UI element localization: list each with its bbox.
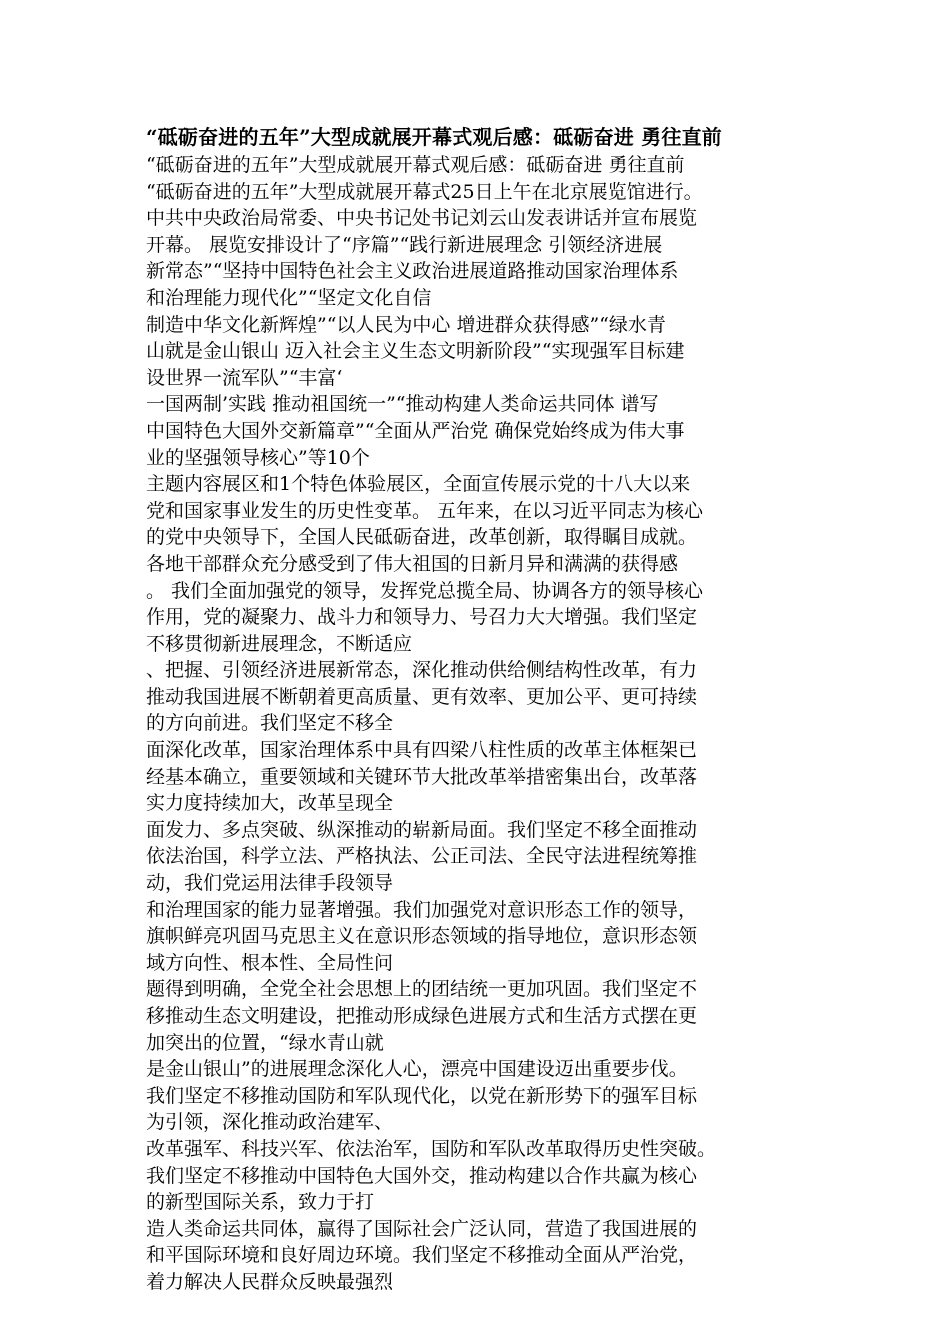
text-line: 造人类命运共同体，赢得了国际社会广泛认同，营造了我国进展的: [146, 1217, 698, 1240]
text-line: 和治理能力现代化”“坚定文化自信: [146, 286, 432, 309]
text-line: 的新型国际关系，致力于打: [146, 1191, 375, 1214]
text-line: 是金山银山”的进展理念深化人心，漂亮中国建设迈出重要步伐。: [146, 1058, 688, 1081]
text-line: 动，我们党运用法律手段领导: [146, 872, 394, 895]
text-line: 中国特色大国外交新篇章”“全面从严治党 确保党始终成为伟大事: [146, 419, 685, 442]
document-text: [146, 152, 814, 1296]
text-line: 的方向前进。我们坚定不移全: [146, 712, 394, 735]
text-line: 党和国家事业发生的历史性变革。 五年来，在以习近平同志为核心: [146, 499, 704, 522]
text-line: 各地干部群众充分感受到了伟大祖国的日新月异和满满的获得感: [146, 552, 679, 575]
text-line: 我们坚定不移推动中国特色大国外交，推动构建以合作共赢为核心: [146, 1164, 698, 1187]
text-line: 山就是金山银山 迈入社会主义生态文明新阶段”“实现强军目标建: [146, 340, 685, 363]
text-line: 一国两制’实践 推动祖国统一”“推动构建人类命运共同体 谱写: [146, 393, 659, 416]
text-line: 制造中华文化新辉煌”“以人民为中心 增进群众获得感”“绿水青: [146, 313, 666, 336]
document-body: [146, 123, 814, 1296]
text-line: 改革强军、科技兴军、依法治军，国防和军队改革取得历史性突破。: [146, 1137, 717, 1160]
text-line: 推动我国进展不断朝着更高质量、更有效率、更加公平、更可持续: [146, 685, 698, 708]
text-line: 我们坚定不移推动国防和军队现代化，以党在新形势下的强军目标: [146, 1084, 698, 1107]
text-line: 。 我们全面加强党的领导，发挥党总揽全局、协调各方的领导核心: [146, 579, 704, 602]
text-line: 题得到明确，全党全社会思想上的团结统一更加巩固。我们坚定不: [146, 978, 698, 1001]
text-line: “砥砺奋进的五年”大型成就展开幕式25日上午在北京展览馆进行。: [146, 180, 703, 203]
text-line: 和治理国家的能力显著增强。我们加强党对意识形态工作的领导，: [146, 898, 698, 921]
text-line: 经基本确立，重要领域和关键环节大批改革举措密集出台，改革落: [146, 765, 698, 788]
text-line: 开幕。 展览安排设计了“序篇”“践行新进展理念 引领经济进展: [146, 233, 663, 256]
text-line: 加突出的位置，“绿水青山就: [146, 1031, 384, 1054]
text-line: 依法治国，科学立法、严格执法、公正司法、全民守法进程统筹推: [146, 845, 698, 868]
text-line: 旗帜鲜亮巩固马克思主义在意识形态领域的指导地位，意识形态领: [146, 925, 698, 948]
document-title: “砥砺奋进的五年”大型成就展开幕式观后感：砥砺奋进 勇往直前: [146, 125, 722, 149]
text-line: 面深化改革，国家治理体系中具有四梁八柱性质的改革主体框架已: [146, 739, 698, 762]
text-line: 业的坚强领导核心”等10个: [146, 446, 370, 469]
text-line: 面发力、多点突破、纵深推动的崭新局面。我们坚定不移全面推动: [146, 818, 698, 841]
text-line: “砥砺奋进的五年”大型成就展开幕式观后感：砥砺奋进 勇往直前: [146, 154, 685, 176]
text-line: 主题内容展区和1个特色体验展区，全面宣传展示党的十八大以来: [146, 473, 691, 496]
text-line: 为引领，深化推动政治建军、: [146, 1111, 394, 1134]
text-line: 域方向性、根本性、全局性问: [146, 951, 394, 974]
text-line: 新常态”“坚持中国特色社会主义政治进展道路推动国家治理体系: [146, 260, 679, 283]
text-line: 、把握、引领经济进展新常态，深化推动供给侧结构性改革，有力: [146, 659, 698, 682]
text-line: 作用，党的凝聚力、战斗力和领导力、号召力大大增强。我们坚定: [146, 606, 698, 629]
text-line: 不移贯彻新进展理念，不断适应: [146, 632, 413, 655]
text-line: 和平国际环境和良好周边环境。我们坚定不移推动全面从严治党，: [146, 1244, 698, 1267]
text-line: 实力度持续加大，改革呈现全: [146, 792, 394, 815]
text-line: 设世界一流军队”“丰富‘: [146, 366, 343, 389]
text-line: 着力解决人民群众反映最强烈: [146, 1270, 394, 1293]
text-line: 的党中央领导下，全国人民砥砺奋进，改革创新，取得瞩目成就。: [146, 526, 698, 549]
text-line: 中共中央政治局常委、中央书记处书记刘云山发表讲话并宣布展览: [146, 207, 698, 230]
text-line: 移推动生态文明建设，把推动形成绿色进展方式和生活方式摆在更: [146, 1005, 698, 1027]
